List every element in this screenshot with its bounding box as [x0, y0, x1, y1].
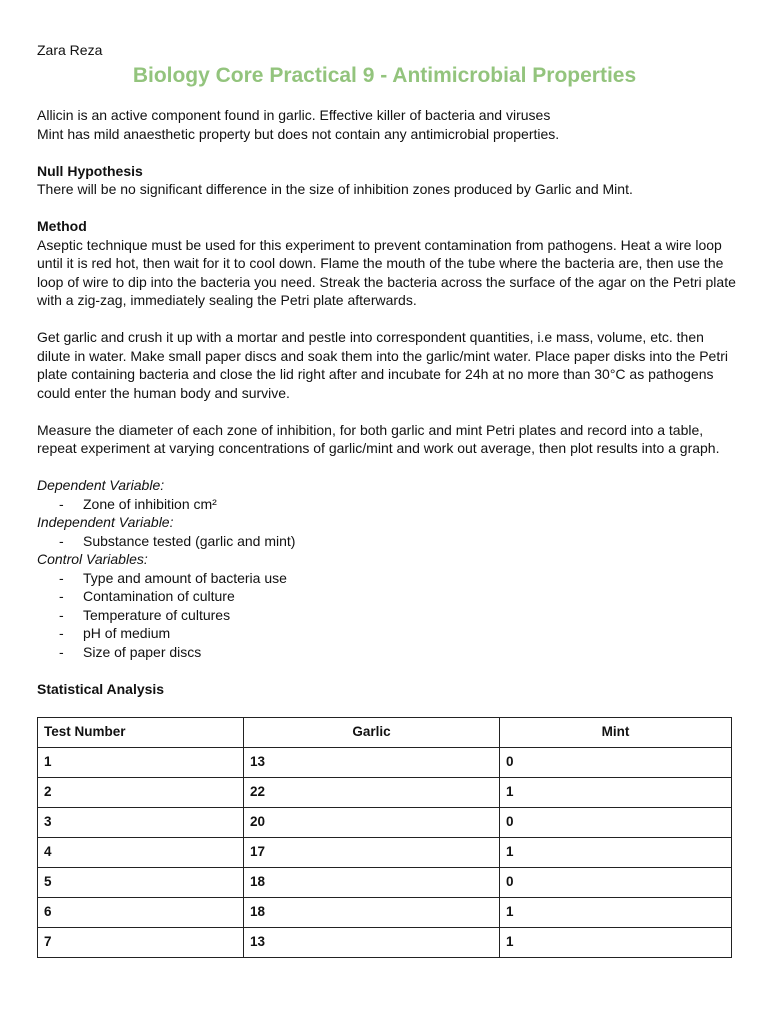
table-header-row: [38, 718, 732, 748]
garlic-cell: 17: [244, 838, 500, 868]
intro-line: Mint has mild anaesthetic property but does not contain any antimicrobial properties.: [37, 125, 560, 142]
dash-bullet: -: [59, 625, 64, 641]
method-paragraph: Aseptic technique must be used for this experiment to prevent contamination from pathogens. Heat a wire loop until it is red hot, then wait for it to cool down. Flame the mouth of the tube where the bacteria are, then use the loop of wire to dip into the bacteria you need. Streak the bacteria across the surface of the agar on the Petri plate with a zig-zag, immediately sealing the Petri plate afterwards.: [37, 236, 736, 308]
author-name: Zara Reza: [37, 42, 103, 58]
garlic-cell: 18: [244, 868, 500, 898]
method-section: [37, 217, 737, 458]
list-item: [37, 587, 737, 606]
list-item-text: Size of paper discs: [83, 643, 202, 660]
dash-bullet: -: [59, 532, 64, 549]
null-hypothesis-section: [37, 162, 737, 199]
table-row: [38, 838, 732, 868]
table-row: [38, 898, 732, 928]
control-variables-label: Control Variables:: [37, 551, 148, 567]
intro-line: Allicin is an active component found in garlic. Effective killer of bacteria and viruses: [37, 107, 551, 123]
test-number-cell: 3: [38, 808, 244, 838]
control-variables-list: [37, 569, 737, 662]
variables-section: [37, 476, 737, 661]
table-row: [38, 868, 732, 898]
table-row: [38, 928, 732, 958]
table-row: [38, 808, 732, 838]
list-item-text: Type and amount of bacteria use: [83, 569, 287, 586]
null-hypothesis-text: There will be no significant difference in the size of inhibition zones produced by Garlic and Mint.: [37, 181, 633, 197]
mint-cell: 1: [500, 928, 732, 958]
list-item: [37, 569, 737, 588]
mint-cell: 1: [500, 778, 732, 808]
column-header-test-number: Test Number: [38, 718, 244, 748]
table-row: [38, 748, 732, 778]
mint-cell: 0: [500, 868, 732, 898]
dash-bullet: -: [59, 569, 64, 586]
method-paragraph: Get garlic and crush it up with a mortar and pestle into correspondent quantities, i.e mass, volume, etc. then dilute in water. Make small paper discs and soak them into the garlic/mint water. Place paper disks into the Petri plate containing bacteria and close the lid right after and incubate for 24h at no more than 30°C as pathogens could enter the human body and survive.: [37, 329, 729, 401]
list-item: [37, 532, 737, 551]
dash-bullet: -: [59, 643, 64, 660]
test-number-cell: 2: [38, 778, 244, 808]
results-table: [37, 717, 732, 958]
dependent-variable-list: [37, 495, 737, 514]
list-item-text: Temperature of cultures: [83, 606, 231, 623]
test-number-cell: 6: [38, 898, 244, 928]
dependent-variable-label: Dependent Variable:: [37, 477, 165, 493]
column-header-mint: Mint: [500, 718, 732, 748]
statistical-analysis-section: [37, 680, 737, 959]
garlic-cell: 20: [244, 808, 500, 838]
document-page: [37, 41, 737, 958]
garlic-cell: 22: [244, 778, 500, 808]
list-item: [37, 624, 737, 643]
test-number-cell: 1: [38, 748, 244, 778]
independent-variable-list: [37, 532, 737, 551]
mint-cell: 1: [500, 898, 732, 928]
test-number-cell: 7: [38, 928, 244, 958]
table-row: [38, 778, 732, 808]
garlic-cell: 13: [244, 748, 500, 778]
list-item: [37, 495, 737, 514]
dash-bullet: -: [59, 606, 64, 623]
statistical-analysis-heading: Statistical Analysis: [37, 680, 165, 697]
test-number-cell: 4: [38, 838, 244, 868]
list-item: [37, 606, 737, 625]
list-item: [37, 643, 737, 662]
intro-section: [37, 106, 737, 143]
test-number-cell: 5: [38, 868, 244, 898]
dash-bullet: -: [59, 588, 64, 604]
dash-bullet: -: [59, 495, 64, 512]
list-item-text: Substance tested (garlic and mint): [83, 532, 296, 549]
list-item-text: Zone of inhibition cm²: [83, 495, 217, 512]
method-paragraph: Measure the diameter of each zone of inhibition, for both garlic and mint Petri plates and record into a table, repeat experiment at varying concentrations of garlic/mint and work out average, then plot results into a graph.: [37, 421, 720, 456]
page-title: Biology Core Practical 9 - Antimicrobial Properties: [132, 64, 637, 87]
mint-cell: 0: [500, 808, 732, 838]
list-item-text: pH of medium: [83, 625, 171, 641]
null-hypothesis-heading: Null Hypothesis: [37, 162, 143, 179]
mint-cell: 0: [500, 748, 732, 778]
method-heading: Method: [37, 218, 87, 234]
list-item-text: Contamination of culture: [83, 588, 235, 604]
column-header-garlic: Garlic: [244, 718, 500, 748]
garlic-cell: 18: [244, 898, 500, 928]
garlic-cell: 13: [244, 928, 500, 958]
independent-variable-label: Independent Variable:: [37, 514, 174, 530]
mint-cell: 1: [500, 838, 732, 868]
